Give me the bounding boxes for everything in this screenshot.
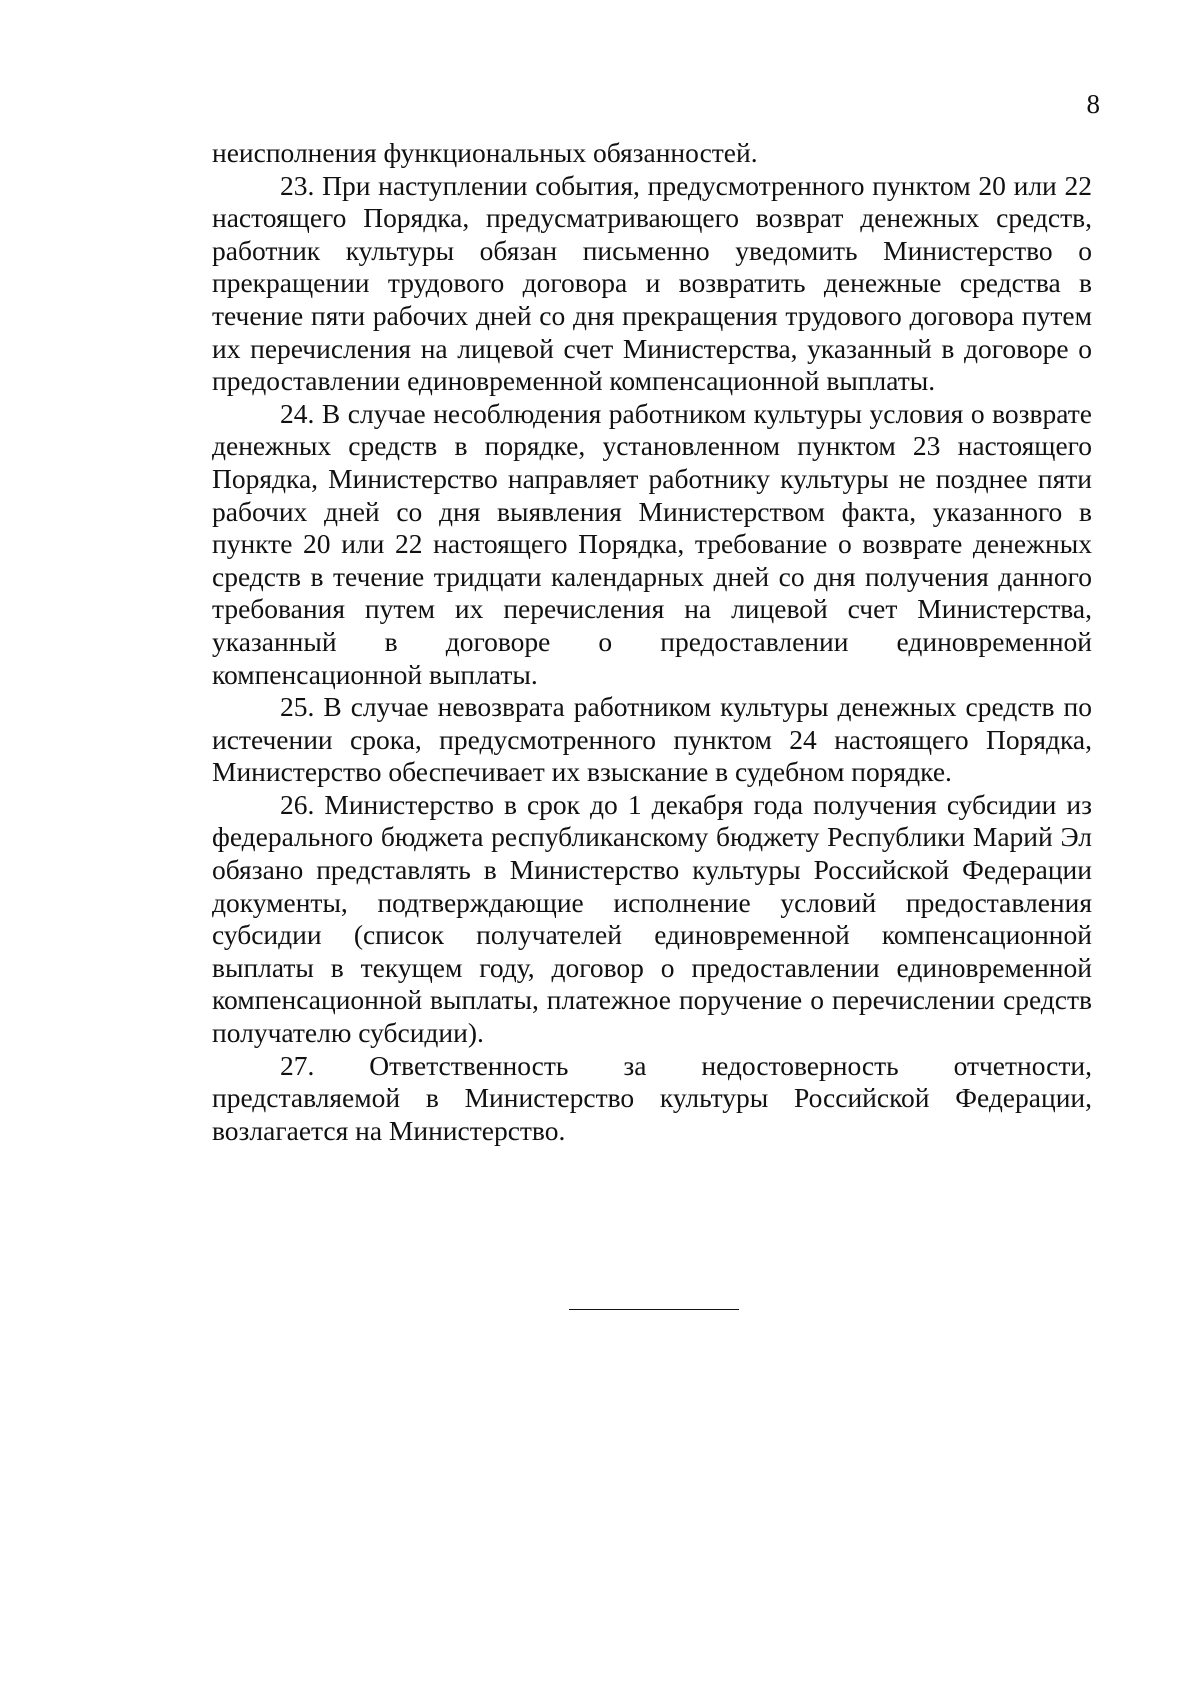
end-of-document-rule	[569, 1309, 739, 1310]
document-body	[212, 137, 1092, 1147]
paragraph-item-25: 25. В случае невозврата работником культуры денежных средств по истечении срока, предусмотренного пунктом 24 настоящего Порядка, Министерство обеспечивает их взыскание в судебном порядке.	[212, 691, 1092, 788]
paragraph-item-27: 27. Ответственность за недостоверность отчетности, представляемой в Министерство культуры Российской Федерации, возлагается на Министерство.	[212, 1049, 1092, 1146]
paragraph-item-24: 24. В случае несоблюдения работником культуры условия о возврате денежных средств в порядке, установленном пунктом 23 настоящего Порядка, Министерство направляет работнику культуры не позднее пяти рабочих дней со дня выявления Министерством факта, указанного в пункте 20 или 22 настоящего Порядка, требование о возврате денежных средств в течение тридцати календарных дней со дня получения данного требования путем их перечисления на лицевой счет Министерства, указанный в договоре о предоставлении единовременной компенсационной выплаты.	[212, 397, 1092, 690]
paragraph-continuation: неисполнения функциональных обязанностей.	[212, 137, 758, 168]
paragraph-item-23: 23. При наступлении события, предусмотренного пунктом 20 или 22 настоящего Порядка, предусматривающего возврат денежных средств, работник культуры обязан письменно уведомить Министерство о прекращении трудового договора и возвратить денежные средства в течение пяти рабочих дней со дня прекращения трудового договора путем их перечисления на лицевой счет Министерства, указанный в договоре о предоставлении единовременной компенсационной выплаты.	[212, 169, 1092, 397]
paragraph-item-26: 26. Министерство в срок до 1 декабря года получения субсидии из федерального бюджета республиканскому бюджету Республики Марий Эл обязано представлять в Министерство культуры Российской Федерации документы, подтверждающие исполнение условий предоставления субсидии (список получателей единовременной компенсационной выплаты в текущем году, договор о предоставлении единовременной компенсационной выплаты, платежное поручение о перечислении средств получателю субсидии).	[212, 788, 1092, 1049]
page-number: 8	[1086, 89, 1100, 119]
